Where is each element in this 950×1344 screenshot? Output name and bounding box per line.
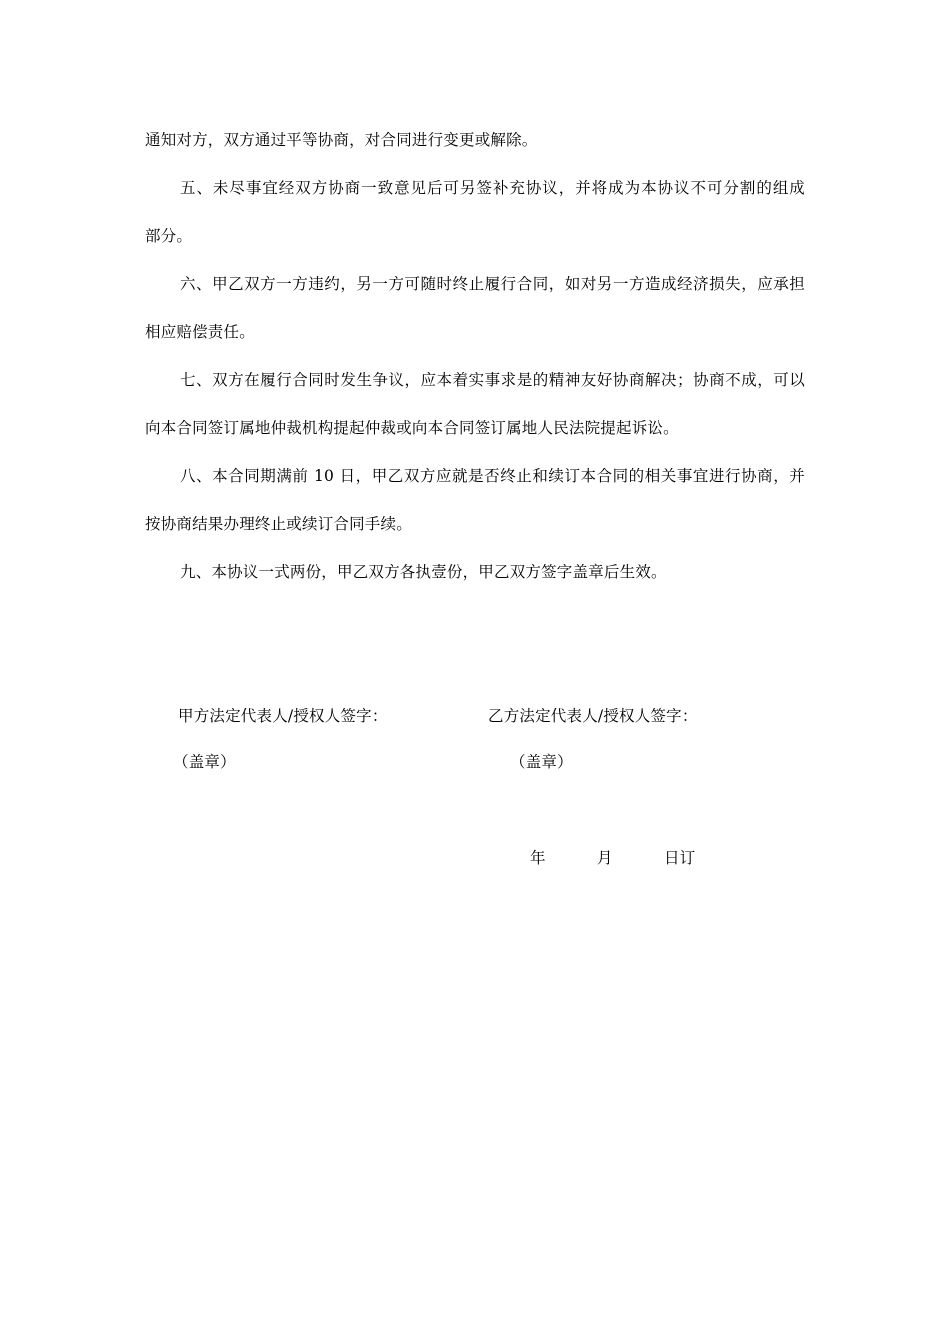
clause-5-line-1: 五、未尽事宜经双方协商一致意见后可另签补充协议，并将成为本协议不可分割的组成 xyxy=(180,179,805,197)
date-year: 年 xyxy=(530,849,546,867)
party-b-seal: （盖章） xyxy=(510,753,573,771)
clause-7-line-1: 七、双方在履行合同时发生争议，应本着实事求是的精神友好协商解决；协商不成，可以 xyxy=(180,371,805,389)
clause-6-line-2: 相应赔偿责任。 xyxy=(145,323,255,341)
party-b-signature-label: 乙方法定代表人/授权人签字： xyxy=(488,707,698,725)
clause-6-line-1: 六、甲乙双方一方违约，另一方可随时终止履行合同，如对另一方造成经济损失，应承担 xyxy=(180,275,805,293)
clause-9-line-1: 九、本协议一式两份，甲乙双方各执壹份，甲乙双方签字盖章后生效。 xyxy=(180,563,667,581)
clause-5-line-2: 部分。 xyxy=(145,227,193,245)
party-a-seal: （盖章） xyxy=(173,753,236,771)
paragraph-continuation: 通知对方，双方通过平等协商，对合同进行变更或解除。 xyxy=(145,131,538,149)
clause-8-line-2: 按协商结果办理终止或续订合同手续。 xyxy=(145,515,412,533)
date-month: 月 xyxy=(597,849,613,867)
date-day: 日订 xyxy=(664,849,696,867)
party-a-signature-label: 甲方法定代表人/授权人签字： xyxy=(178,707,388,725)
clause-7-line-2: 向本合同签订属地仲裁机构提起仲裁或向本合同签订属地人民法院提起诉讼。 xyxy=(145,419,679,437)
clause-8-line-1: 八、本合同期满前 10 日，甲乙双方应就是否终止和续订本合同的相关事宜进行协商，并 xyxy=(180,467,805,485)
